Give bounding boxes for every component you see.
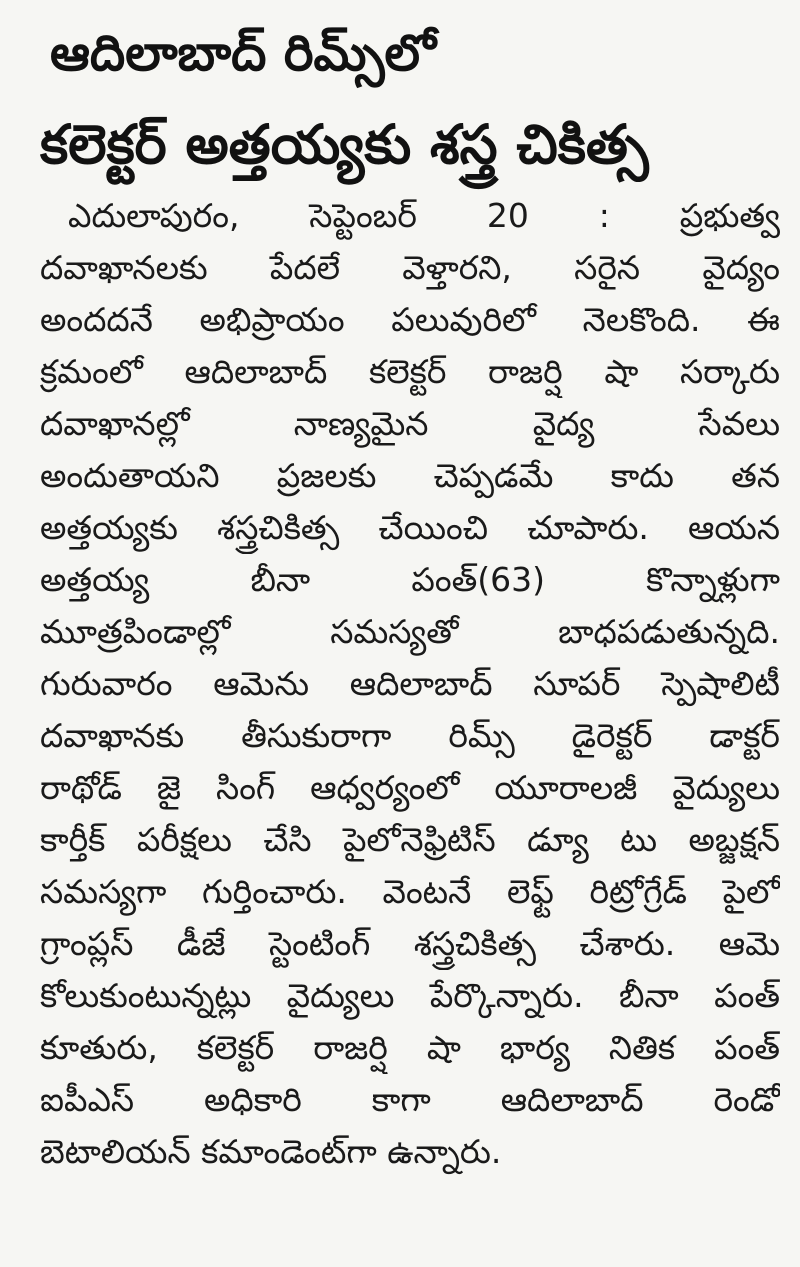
article-line: కోలుకుంటున్నట్లు వైద్యులు పేర్కొన్నారు. బీనా పంత్	[40, 976, 780, 1015]
article-line: కార్తీక్ పరీక్షలు చేసి పైలోనెఫ్రిటిస్ డ్యూ టు అబ్జక్షన్	[40, 820, 780, 859]
article-line: గురువారం ఆమెను ఆదిలాబాద్ సూపర్ స్పెషాలిటీ	[40, 664, 780, 703]
article-line: దవాఖానకు తీసుకురాగా రిమ్స్ డైరెక్టర్ డాక్టర్	[40, 716, 780, 755]
article-line: మూత్రపిండాల్లో సమస్యతో బాధపడుతున్నది.	[40, 612, 780, 651]
article-line: ఐపీఎస్ అధికారి కాగా ఆదిలాబాద్ రెండో	[40, 1080, 780, 1119]
article-line: ఎదులాపురం, సెప్టెంబర్ 20 : ప్రభుత్వ	[68, 196, 780, 235]
article-line: కూతురు, కలెక్టర్ రాజర్షి షా భార్య నితిక పంత్	[40, 1028, 780, 1067]
article-line: అత్తయ్య బీనా పంత్(63) కొన్నాళ్లుగా	[40, 560, 780, 599]
headline-line-1: ఆదిలాబాద్ రిమ్స్‌లో	[50, 24, 436, 82]
article-line: రాథోడ్ జై సింగ్ ఆధ్వర్యంలో యూరాలజీ వైద్యులు	[40, 768, 780, 807]
article-line: క్రమంలో ఆదిలాబాద్ కలెక్టర్ రాజర్షి షా సర్కారు	[40, 352, 780, 391]
article-body	[40, 190, 780, 1178]
headline-line-2: కలెక్టర్ అత్తయ్యకు శస్త్ర చికిత్స	[40, 113, 649, 176]
article-line: బెటాలియన్ కమాండెంట్‌గా ఉన్నారు.	[40, 1132, 502, 1171]
article-line: దవాఖానలకు పేదలే వెళ్తారని, సరైన వైద్యం	[40, 248, 780, 287]
article-line: అందుతాయని ప్రజలకు చెప్పడమే కాదు తన	[40, 456, 780, 495]
article-line: అత్తయ్యకు శస్త్రచికిత్స చేయించి చూపారు. ఆయన	[40, 508, 780, 547]
article-line: గ్రాంప్లస్ డీజే స్టెంటింగ్ శస్త్రచికిత్స చేశారు. ఆమె	[40, 924, 780, 963]
article-line: సమస్యగా గుర్తించారు. వెంటనే లెఫ్ట్ రిట్రోగ్రేడ్ పైలో	[40, 872, 780, 911]
article-line: అందదనే అభిప్రాయం పలువురిలో నెలకొంది. ఈ	[40, 300, 780, 339]
article-line: దవాఖానల్లో నాణ్యమైన వైద్య సేవలు	[40, 404, 780, 443]
